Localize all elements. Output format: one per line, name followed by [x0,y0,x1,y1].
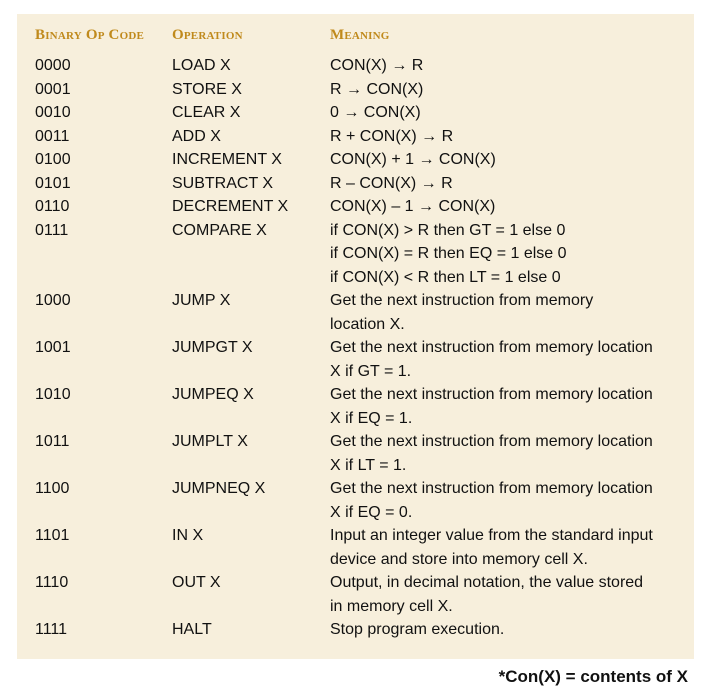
opcode-cell: 0000 [35,57,71,74]
meaning-line: X if EQ = 0. [330,503,413,521]
opcode-cell: 0110 [35,198,70,215]
meaning-line: location X. [330,315,405,333]
operation-cell: INCREMENT X [172,151,282,168]
meaning-line: X if GT = 1. [330,362,412,380]
meaning-cell [330,524,682,571]
opcode-cell: 0100 [35,151,71,168]
meaning-line: Get the next instruction from memory location [330,339,653,356]
meaning-cell [330,219,682,290]
opcode-cell: 0101 [35,174,71,192]
opcode-cell: 0001 [35,80,71,98]
operation-cell: CLEAR X [172,104,241,121]
opcode-cell: 0010 [35,104,71,121]
opcode-cell: 0111 [35,221,69,239]
meaning-cell [330,101,682,125]
opcode-cell: 1011 [35,433,70,450]
operation-cell: HALT [172,621,212,638]
operation-cell: COMPARE X [172,221,267,239]
header-operation: Operation [172,27,243,43]
operation-cell: JUMP X [172,292,231,309]
meaning-line: R → CON(X) [330,80,424,98]
opcode-cell: 1111 [35,621,68,638]
meaning-line: Output, in decimal notation, the value stored [330,574,644,591]
meaning-line: CON(X) + 1 → CON(X) [330,151,496,168]
meaning-line: if CON(X) > R then GT = 1 else 0 [330,221,566,239]
operation-cell: LOAD X [172,57,231,74]
meaning-line: Get the next instruction from memory location [330,433,653,450]
meaning-cell [330,336,682,383]
meaning-cell [330,618,682,642]
meaning-line: X if EQ = 1. [330,409,413,427]
meaning-line: CON(X) → R [330,57,424,74]
meaning-line: Get the next instruction from memory location [330,480,653,497]
opcode-cell: 1001 [35,339,71,356]
meaning-line: in memory cell X. [330,597,453,615]
operation-cell: JUMPEQ X [172,386,254,403]
meaning-line: device and store into memory cell X. [330,550,588,568]
opcode-cell: 1110 [35,574,69,591]
operation-cell: JUMPGT X [172,339,253,356]
meaning-line: X if LT = 1. [330,456,407,474]
operation-cell: ADD X [172,127,221,145]
operation-cell: IN X [172,527,204,544]
meaning-line: R – CON(X) → R [330,174,453,192]
footnote: *Con(X) = contents of X [498,667,688,686]
meaning-line: Get the next instruction from memory location [330,386,653,403]
meaning-cell [330,125,682,149]
opcode-cell: 1000 [35,292,71,309]
header-meaning: Meaning [330,27,390,43]
meaning-cell [330,148,682,172]
meaning-cell [330,383,682,430]
meaning-cell [330,430,682,477]
meaning-line: R + CON(X) → R [330,127,454,145]
header-opcode: Binary Op Code [35,27,145,43]
operation-cell: JUMPNEQ X [172,480,266,497]
operation-cell: JUMPLT X [172,433,248,450]
opcode-cell: 1100 [35,480,70,497]
meaning-cell [330,289,682,336]
meaning-line: Get the next instruction from memory [330,292,594,309]
operation-cell: SUBTRACT X [172,174,274,192]
meaning-line: Stop program execution. [330,621,505,638]
meaning-line: if CON(X) < R then LT = 1 else 0 [330,268,561,286]
meaning-line: CON(X) – 1 → CON(X) [330,198,496,215]
opcode-cell: 0011 [35,127,70,145]
meaning-cell [330,54,682,78]
operation-cell: OUT X [172,574,221,591]
meaning-cell [330,477,682,524]
meaning-cell [330,571,682,618]
meaning-line: 0 → CON(X) [330,104,421,121]
meaning-line: if CON(X) = R then EQ = 1 else 0 [330,245,567,262]
meaning-cell [330,195,682,219]
operation-cell: DECREMENT X [172,198,289,215]
operation-cell: STORE X [172,80,242,98]
meaning-cell [330,172,682,196]
meaning-cell [330,78,682,102]
meaning-line: Input an integer value from the standard input [330,527,653,544]
opcode-cell: 1010 [35,386,71,403]
opcode-cell: 1101 [35,527,70,544]
